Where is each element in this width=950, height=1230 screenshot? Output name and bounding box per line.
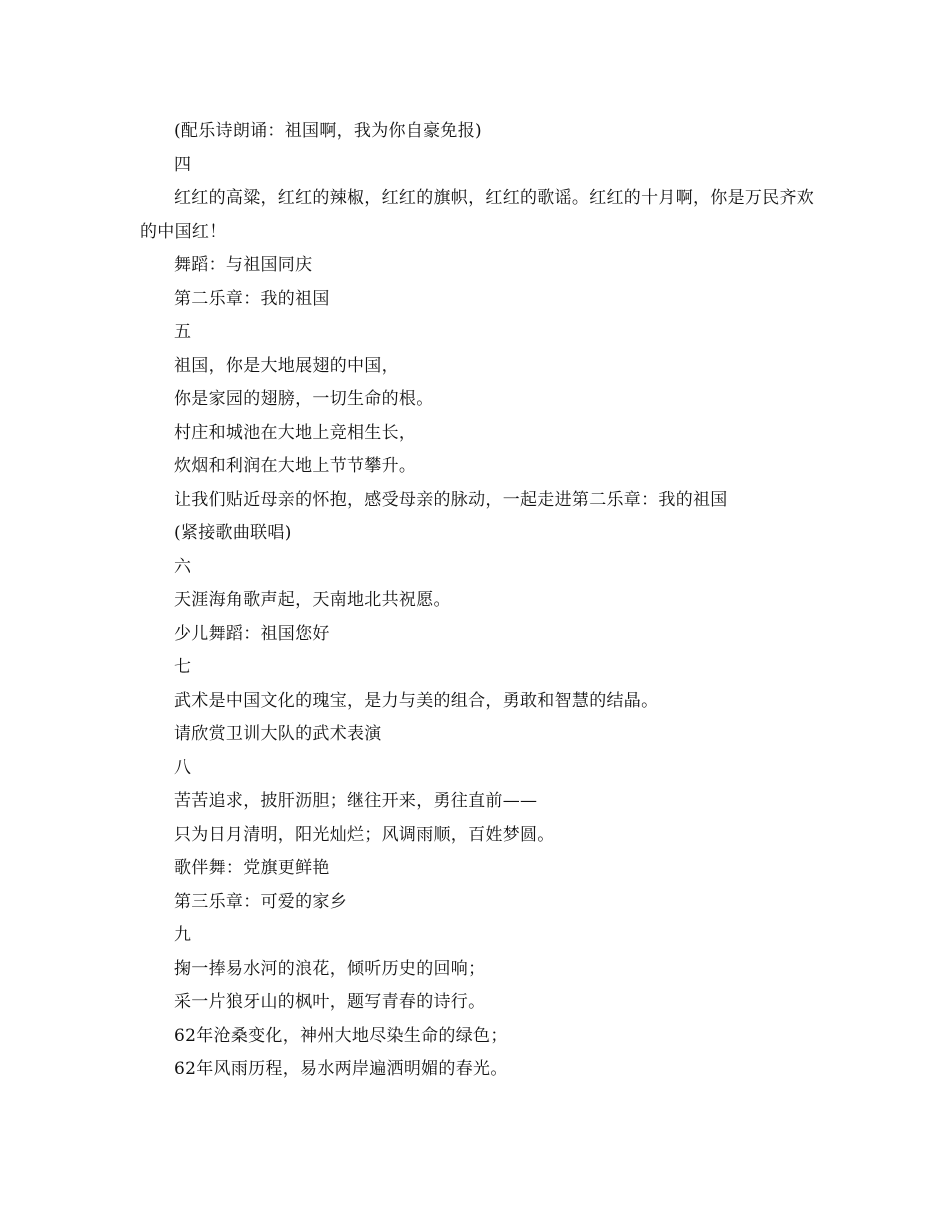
paragraph: 村庄和城池在大地上竞相生长， xyxy=(174,422,417,443)
section-number: 四 xyxy=(174,154,192,175)
paragraph: 炊烟和利润在大地上节节攀升。 xyxy=(174,456,417,476)
paragraph: 武术是中国文化的瑰宝，是力与美的组合，勇敢和智慧的结晶。 xyxy=(174,690,659,711)
paragraph: 苦苦追求，披肝沥胆；继往开来，勇往直前—— xyxy=(174,791,538,811)
paragraph: 请欣赏卫训大队的武术表演 xyxy=(174,724,382,744)
chapter-heading: 第二乐章：我的祖国 xyxy=(174,288,330,309)
section-number: 八 xyxy=(174,757,192,778)
paragraph: 62年沧桑变化，神州大地尽染生命的绿色； xyxy=(174,1025,508,1046)
paragraph: (配乐诗朗诵：祖国啊，我为你自豪免报) xyxy=(174,121,482,141)
paragraph: 舞蹈：与祖国同庆 xyxy=(174,255,313,275)
paragraph: (紧接歌曲联唱) xyxy=(174,523,292,543)
paragraph: 让我们贴近母亲的怀抱，感受母亲的脉动，一起走进第二乐章：我的祖国 xyxy=(174,489,728,510)
paragraph: 只为日月清明，阳光灿烂；风调雨顺，百姓梦圆。 xyxy=(174,824,555,845)
paragraph: 62年风雨历程，易水两岸遍洒明媚的春光。 xyxy=(174,1059,508,1079)
paragraph: 少儿舞蹈：祖国您好 xyxy=(174,623,330,644)
section-number: 九 xyxy=(174,925,192,945)
paragraph: 祖国，你是大地展翅的中国， xyxy=(174,355,399,376)
paragraph: 掬一捧易水河的浪花，倾听历史的回响； xyxy=(174,958,486,979)
section-number: 六 xyxy=(174,556,192,577)
paragraph: 红红的高粱，红红的辣椒，红红的旗帜，红红的歌谣。红红的十月啊，你是万民齐欢的中国红！ xyxy=(140,188,815,242)
paragraph: 天涯海角歌声起，天南地北共祝愿。 xyxy=(174,590,451,610)
paragraph: 歌伴舞：党旗更鲜艳 xyxy=(174,858,330,878)
section-number: 五 xyxy=(174,322,192,342)
chapter-heading: 第三乐章：可爱的家乡 xyxy=(174,891,347,912)
paragraph: 你是家园的翅膀，一切生命的根。 xyxy=(174,389,434,409)
section-number: 七 xyxy=(174,657,192,677)
document-body xyxy=(140,115,820,1087)
paragraph: 采一片狼牙山的枫叶，题写青春的诗行。 xyxy=(174,992,486,1012)
